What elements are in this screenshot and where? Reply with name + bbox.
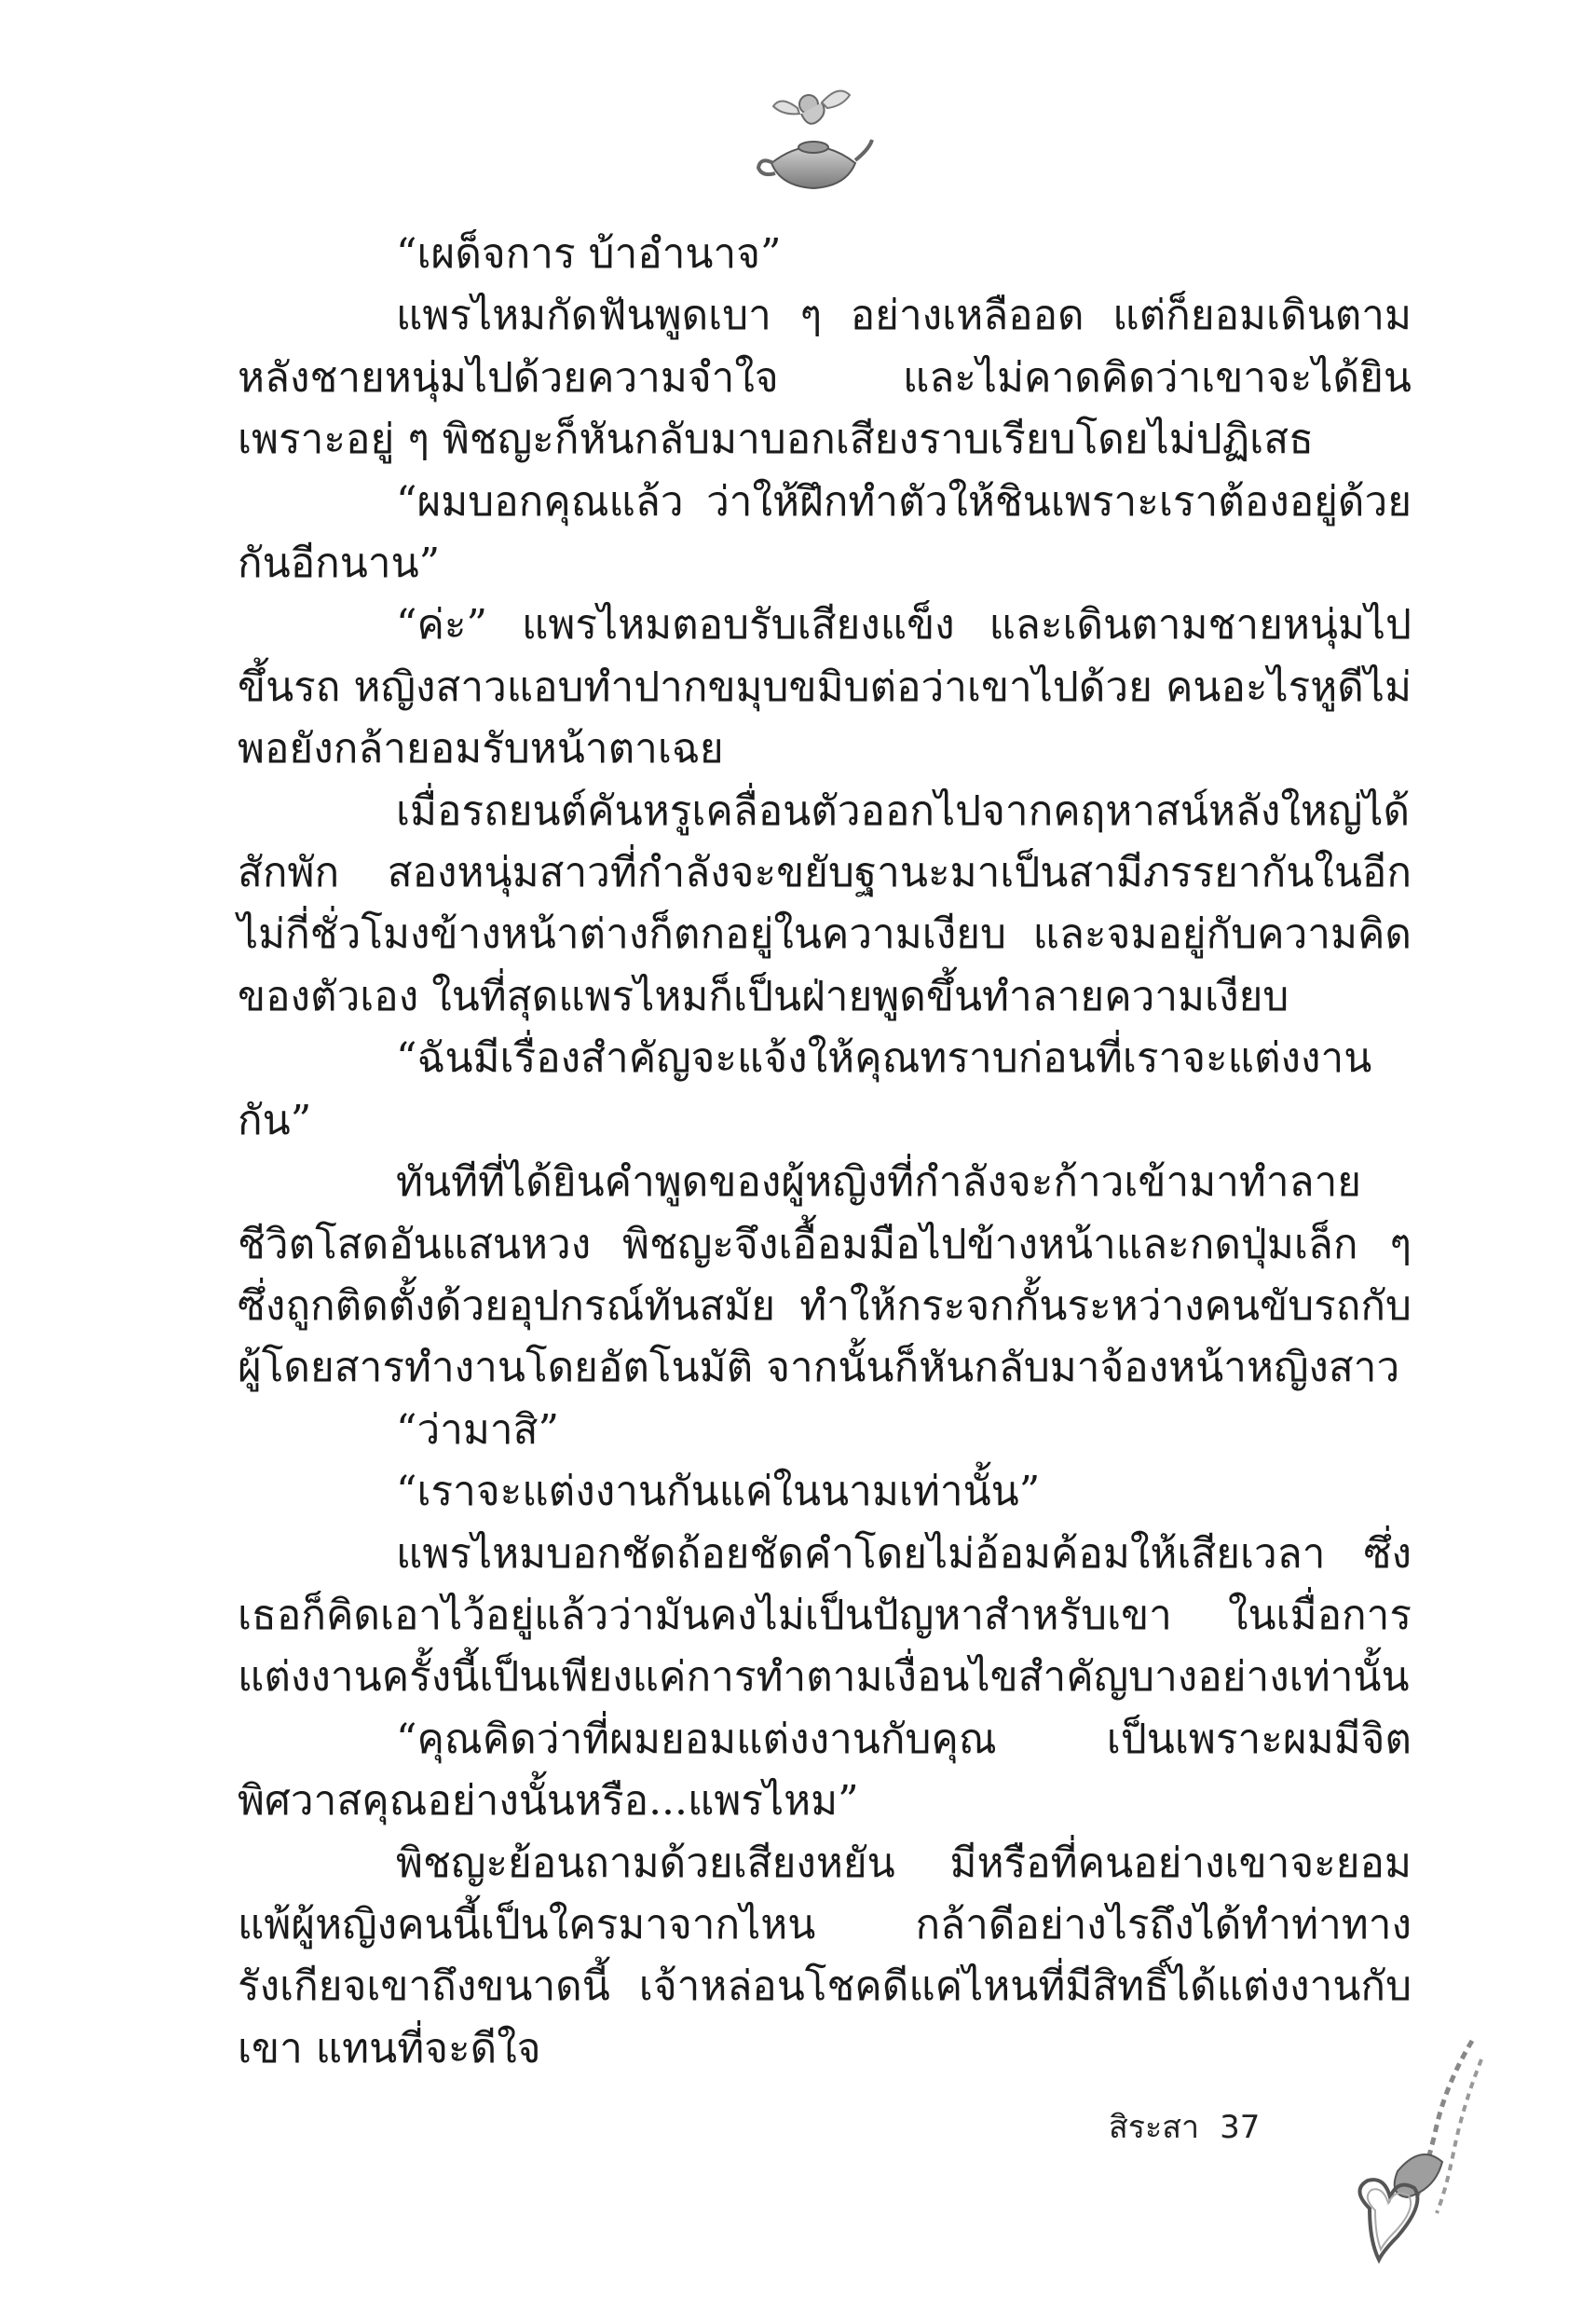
paragraph-5: เมื่อรถยนต์คันหรูเคลื่อนตัวออกไปจากคฤหาสน์หลังใหญ่ได้สักพัก สองหนุ่มสาวที่กำลังจะขยับฐานะมาเป็นสามีภรรยากันในอีกไม่กี่ชั่วโมงข้างหน้าต่างก็ตกอยู่ในความเงียบ และจมอยู่กับความคิดของตัวเอง ในที่สุดแพรไหมก็เป็นฝ่ายพูดขึ้นทำลายความเงียบ bbox=[238, 786, 1412, 1020]
body-text bbox=[238, 224, 1412, 2080]
book-title: สิระสา bbox=[1109, 2109, 1200, 2146]
paragraph-9: “เราจะแต่งงานกันแค่ในนามเท่านั้น” bbox=[396, 1468, 1041, 1516]
paragraph-8: “ว่ามาสิ” bbox=[396, 1405, 559, 1454]
paragraph-3: “ผมบอกคุณแล้ว ว่าให้ฝึกทำตัวให้ชินเพราะเราต้องอยู่ด้วยกันอีกนาน” bbox=[238, 477, 1412, 588]
heart-pendant-icon bbox=[1332, 2031, 1491, 2274]
page-footer bbox=[1109, 2101, 1280, 2152]
paragraph-4: “ค่ะ” แพรไหมตอบรับเสียงแข็ง และเดินตามชายหนุ่มไปขึ้นรถ หญิงสาวแอบทำปากขมุบขมิบต่อว่าเขาไปด้วย คนอะไรหูดีไม่พอยังกล้ายอมรับหน้าตาเฉย bbox=[238, 601, 1412, 773]
paragraph-12: พิชญะย้อนถามด้วยเสียงหยัน มีหรือที่คนอย่างเขาจะยอมแพ้ผู้หญิงคนนี้เป็นใครมาจากไหน กล้าดีอย่างไรถึงได้ทำท่าทางรังเกียจเขาถึงขนาดนี้ เจ้าหล่อนโชคดีแค่ไหนที่มีสิทธิ์ได้แต่งงานกับเขา แทนที่จะดีใจ bbox=[238, 1839, 1412, 2072]
paragraph-1: “เผด็จการ บ้าอำนาจ” bbox=[396, 230, 782, 278]
paragraph-2: แพรไหมกัดฟันพูดเบา ๆ อย่างเหลืออด แต่ก็ยอมเดินตามหลังชายหนุ่มไปด้วยความจำใจ และไม่คาดคิดว่าเขาจะได้ยิน เพราะอยู่ ๆ พิชญะก็หันกลับมาบอกเสียงราบเรียบโดยไม่ปฏิเสธ bbox=[238, 292, 1412, 464]
paragraph-11: “คุณคิดว่าที่ผมยอมแต่งงานกับคุณ เป็นเพราะผมมีจิตพิศวาสคุณอย่างนั้นหรือ...แพรไหม” bbox=[238, 1715, 1412, 1826]
paragraph-10: แพรไหมบอกชัดถ้อยชัดคำโดยไม่อ้อมค้อมให้เสียเวลา ซึ่งเธอก็คิดเอาไว้อยู่แล้วว่ามันคงไม่เป็นปัญหาสำหรับเขา ในเมื่อการแต่งงานครั้งนี้เป็นเพียงแค่การทำตามเงื่อนไขสำคัญบางอย่างเท่านั้น bbox=[238, 1529, 1412, 1702]
paragraph-6: “ฉันมีเรื่องสำคัญจะแจ้งให้คุณทราบก่อนที่เราจะแต่งงานกัน” bbox=[238, 1034, 1372, 1144]
page-number: 37 bbox=[1220, 2109, 1261, 2146]
paragraph-7: ทันทีที่ได้ยินคำพูดของผู้หญิงที่กำลังจะก้าวเข้ามาทำลายชีวิตโสดอันแสนหวง พิชญะจึงเอื้อมมือไปข้างหน้าและกดปุ่มเล็ก ๆ ซึ่งถูกติดตั้งด้วยอุปกรณ์ทันสมัย ทำให้กระจกกั้นระหว่างคนขับรถกับผู้โดยสารทำงานโดยอัตโนมัติ จากนั้นก็หันกลับมาจ้องหน้าหญิงสาว bbox=[238, 1158, 1412, 1392]
teapot-and-cupid-ornament bbox=[753, 75, 874, 196]
